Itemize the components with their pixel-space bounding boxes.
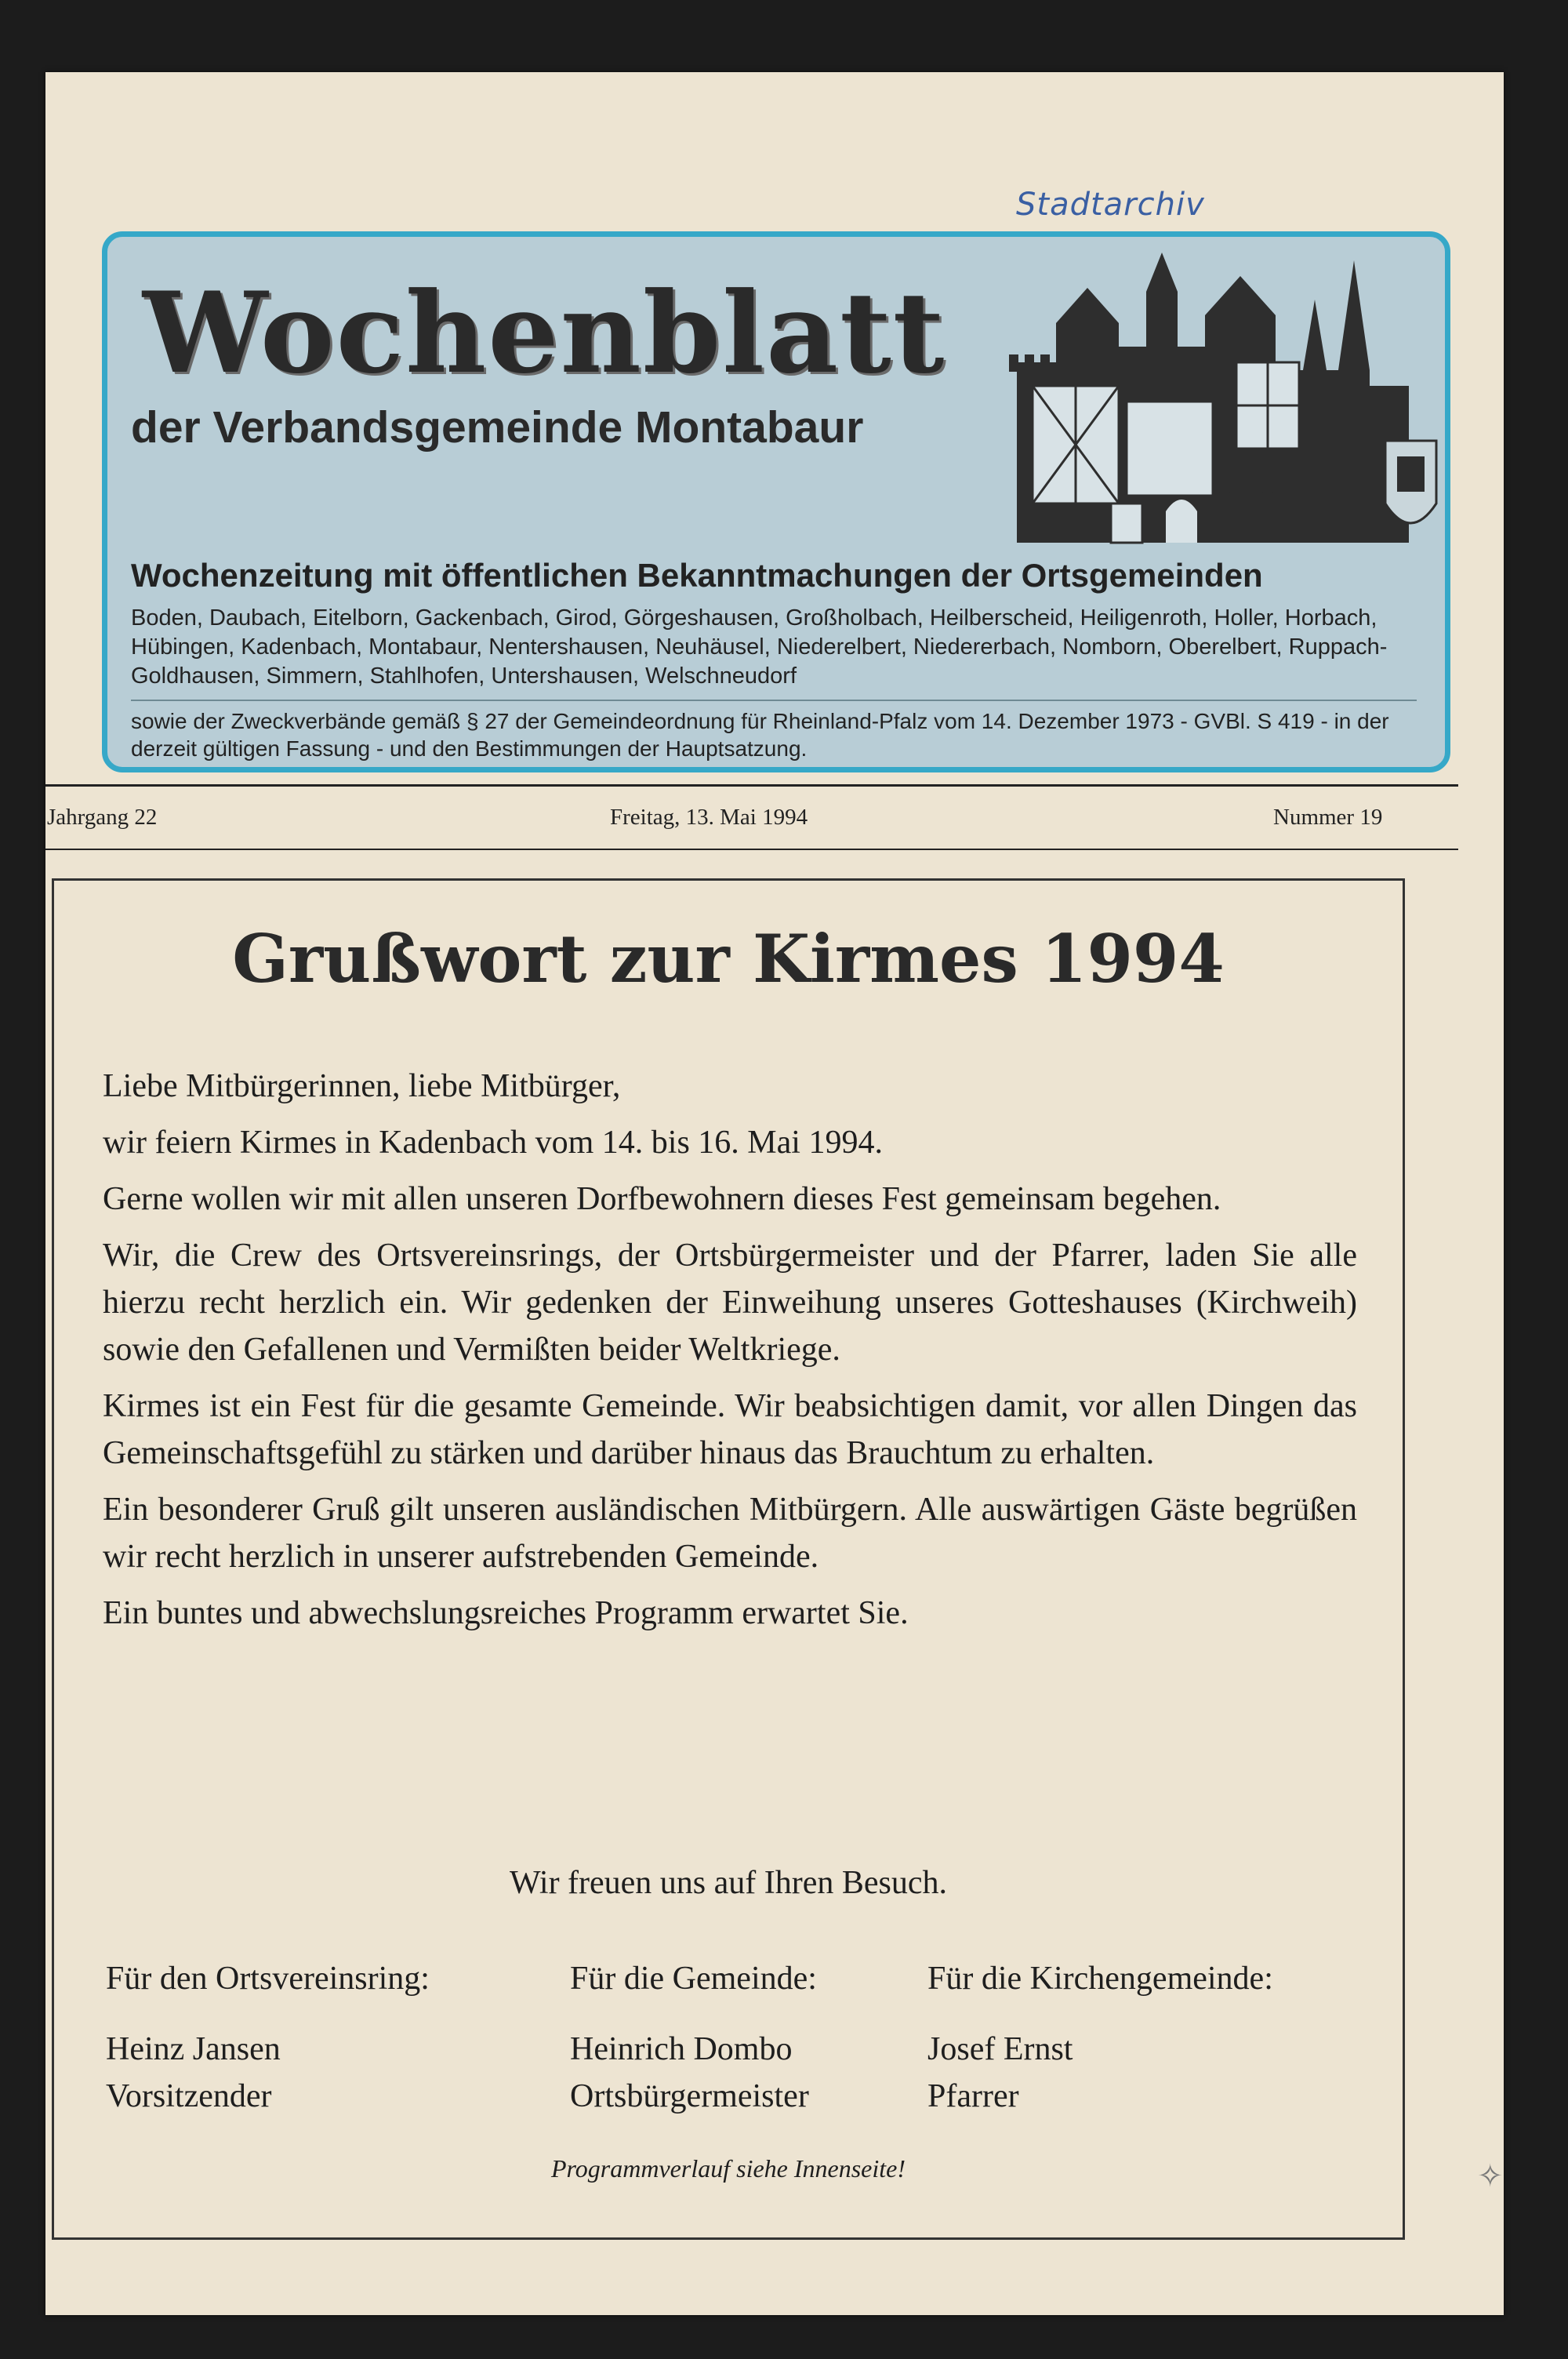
signature-block — [570, 1955, 817, 2120]
signature-role: Vorsitzender — [106, 2078, 272, 2114]
article-paragraph: Wir, die Crew des Ortsvereinsrings, der Ortsbürgermeister und der Pfarrer, laden Sie alle hierzu recht herzlich ein. Wir gedenken der Einweihung unseres Gotteshauses (Kirchweih) sowie den Gefallenen und Vermißten beider Weltkriege. — [103, 1238, 1357, 1368]
article-paragraph: Ein besonderer Gruß gilt unseren ausländischen Mitbürgern. Alle auswärtigen Gäste begrüßen wir recht herzlich in unserer aufstrebenden Gemeinde. — [103, 1492, 1357, 1575]
masthead-divider — [131, 700, 1417, 701]
signature-name: Heinz Jansen — [106, 2031, 281, 2067]
article-paragraph: wir feiern Kirmes in Kadenbach vom 14. bis 16. Mai 1994. — [103, 1125, 883, 1161]
signature-name: Josef Ernst — [927, 2031, 1073, 2067]
page-edge-mark-icon: ✧ — [1477, 2158, 1504, 2194]
signature-role: Pfarrer — [927, 2078, 1019, 2114]
signature-label: Für den Ortsvereinsring: — [106, 1961, 430, 1997]
masthead-subtitle: der Verbandsgemeinde Montabaur — [131, 402, 864, 453]
signature-label: Für die Gemeinde: — [570, 1961, 817, 1997]
article-closing: Wir freuen uns auf Ihren Besuch. — [509, 1865, 948, 1901]
info-bar-bottom-rule — [45, 849, 1458, 850]
masthead — [102, 231, 1450, 772]
issue-volume: Jahrgang 22 — [47, 805, 158, 830]
masthead-heading: Wochenzeitung mit öffentlichen Bekanntmachungen der Ortsgemeinden — [131, 557, 1263, 594]
article-paragraph: Liebe Mitbürgerinnen, liebe Mitbürger, — [103, 1068, 621, 1104]
article-body — [103, 1063, 1357, 1646]
article-footnote: Programmverlauf siehe Innenseite! — [550, 2154, 906, 2183]
greeting-article — [52, 878, 1405, 2240]
castle-logo-icon — [1009, 245, 1448, 551]
article-paragraph: Gerne wollen wir mit allen unseren Dorfbewohnern dieses Fest gemeinsam begehen. — [103, 1181, 1221, 1217]
signature-role: Ortsbürgermeister — [570, 2078, 809, 2114]
coat-of-arms-icon — [1385, 441, 1436, 523]
masthead-legal-note: sowie der Zweckverbände gemäß § 27 der Gemeindeordnung für Rheinland-Pfalz vom 14. Dezember 1973 - GVBl. S 419 - in der derzeit gültigen Fassung - und den Bestimmungen der Hauptsatzung. — [131, 709, 1389, 761]
article-paragraph: Kirmes ist ein Fest für die gesamte Gemeinde. Wir beabsichtigen damit, vor allen Dingen das Gemeinschaftsgefühl zu stärken und darüber hinaus das Brauchtum zu erhalten. — [103, 1388, 1357, 1471]
masthead-town-list: Boden, Daubach, Eitelborn, Gackenbach, Girod, Görgeshausen, Großholbach, Heilberscheid, Heiligenroth, Holler, Horbach, Hübingen, Kadenbach, Montabaur, Nentershausen, Neuhäusel, Niederelbert, Niedererbach, Nomborn, Oberelbert, Ruppach-Goldhausen, Simmern, Stahlhofen, Untershausen, Welschneudorf — [131, 605, 1388, 689]
handwritten-note: Stadtarchiv — [1016, 187, 1205, 223]
article-paragraph: Ein buntes und abwechslungsreiches Programm erwartet Sie. — [103, 1595, 909, 1631]
masthead-title: Wochenblatt — [143, 268, 946, 398]
issue-number: Nummer 19 — [1273, 805, 1383, 830]
issue-date: Freitag, 13. Mai 1994 — [610, 805, 808, 830]
signature-block — [106, 1955, 430, 2120]
info-bar-top-rule — [45, 784, 1458, 787]
signature-block — [927, 1955, 1273, 2120]
article-title: Grußwort zur Kirmes 1994 — [232, 920, 1225, 998]
signature-label: Für die Kirchengemeinde: — [927, 1961, 1273, 1997]
signature-name: Heinrich Dombo — [570, 2031, 793, 2067]
newspaper-page — [45, 72, 1504, 2315]
